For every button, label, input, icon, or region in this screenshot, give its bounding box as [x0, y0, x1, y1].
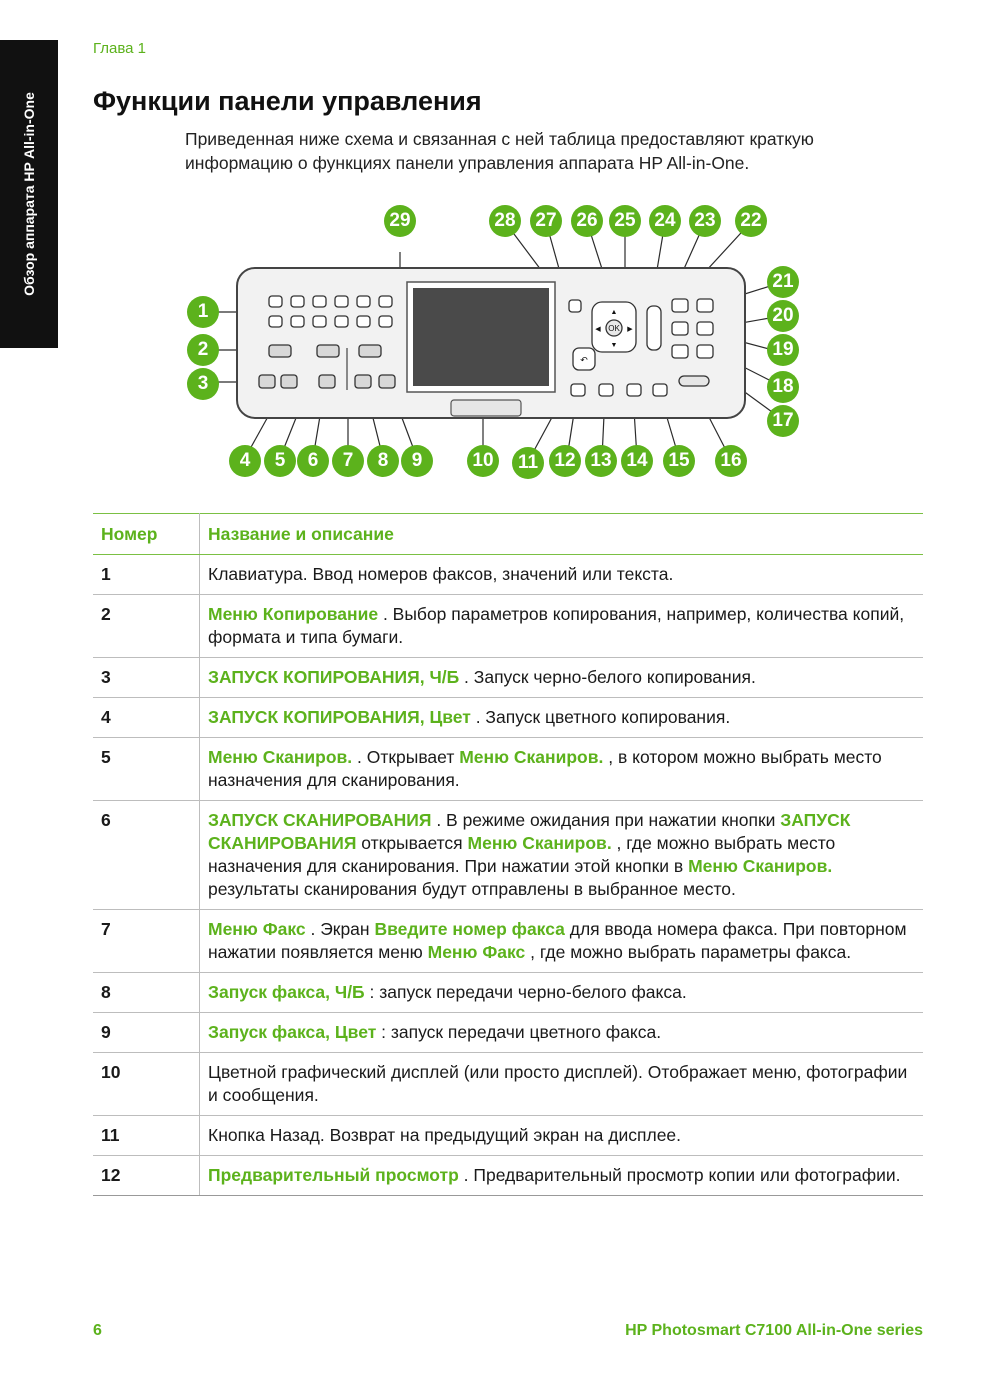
callout-6: 6	[307, 450, 319, 471]
row-number: 4	[93, 698, 200, 738]
highlighted-term: Меню Факс	[427, 942, 526, 962]
callout-28: 28	[494, 210, 516, 231]
description-text: : запуск передачи цветного факса.	[376, 1022, 662, 1042]
callout-10: 10	[472, 450, 494, 471]
highlighted-term: Введите номер факса	[374, 919, 565, 939]
callout-5: 5	[274, 450, 286, 471]
row-description	[200, 1013, 924, 1053]
svg-text:↶: ↶	[580, 355, 588, 365]
callout-11: 11	[517, 452, 539, 473]
description-text: . Запуск цветного копирования.	[470, 707, 731, 727]
callout-13: 13	[590, 450, 612, 471]
row-description	[200, 1156, 924, 1196]
row-description	[200, 658, 924, 698]
row-number: 10	[93, 1053, 200, 1116]
callout-12: 12	[554, 450, 576, 471]
svg-text:◀: ◀	[595, 326, 601, 333]
highlighted-term: ЗАПУСК КОПИРОВАНИЯ, Ч/Б	[208, 667, 460, 687]
description-text: . В режиме ожидания при нажатии кнопки	[431, 810, 781, 830]
description-text: . Открывает	[352, 747, 460, 767]
page-title: Функции панели управления	[93, 86, 482, 116]
svg-text:▲: ▲	[610, 309, 618, 316]
row-description	[200, 595, 924, 658]
intro-paragraph: Приведенная ниже схема и связанная с ней таблица предоставляют краткую информацию о функциях панели управления аппарата HP All-in-One.	[185, 129, 814, 173]
description-text: . Запуск черно-белого копирования.	[459, 667, 756, 687]
callout-26: 26	[576, 210, 598, 231]
column-header-description: Название и описание	[200, 514, 924, 555]
description-text: открывается	[356, 833, 468, 853]
svg-text:▶: ▶	[627, 326, 633, 333]
description-text: , в котором можно выбрать место назначения для сканирования.	[208, 747, 882, 790]
control-panel-illustration	[185, 200, 805, 490]
description-text: Цветной графический дисплей (или просто дисплей). Отображает меню, фотографии и сообщения.	[208, 1062, 908, 1105]
row-number: 5	[93, 738, 200, 801]
callout-2: 2	[197, 339, 209, 360]
row-number: 12	[93, 1156, 200, 1196]
table-row	[93, 1156, 923, 1196]
callout-21: 21	[772, 271, 794, 292]
description-text: результаты сканирования будут отправлены в выбранное место.	[208, 879, 736, 899]
callout-24: 24	[654, 210, 676, 231]
table-header-row	[93, 514, 923, 555]
highlighted-term: Запуск факса, Ч/Б	[208, 982, 365, 1002]
table-row	[93, 910, 923, 973]
callout-19: 19	[772, 339, 794, 360]
callout-1: 1	[197, 301, 209, 322]
highlighted-term: Меню Сканиров.	[459, 747, 604, 767]
highlighted-term: Меню Факс	[208, 919, 306, 939]
column-header-number: Номер	[93, 514, 200, 555]
side-section-tab	[0, 40, 58, 348]
callout-15: 15	[668, 450, 690, 471]
highlighted-term: ЗАПУСК СКАНИРОВАНИЯ	[208, 810, 432, 830]
callout-23: 23	[694, 210, 716, 231]
description-text: : запуск передачи черно-белого факса.	[364, 982, 687, 1002]
table-row	[93, 1013, 923, 1053]
display-screen	[407, 282, 555, 392]
table-row	[93, 738, 923, 801]
table-row	[93, 595, 923, 658]
highlighted-term: Меню Сканиров.	[208, 747, 353, 767]
row-description	[200, 801, 924, 910]
row-description	[200, 1053, 924, 1116]
table-row	[93, 1053, 923, 1116]
callout-18: 18	[772, 376, 794, 397]
row-description	[200, 1116, 924, 1156]
footer-product-name: HP Photosmart C7100 All-in-One series	[625, 1322, 923, 1339]
description-text: , где можно выбрать место назначения для сканирования. При нажатии этой кнопки в	[208, 833, 836, 876]
description-text: , где можно выбрать параметры факса.	[525, 942, 852, 962]
table-row	[93, 555, 923, 595]
row-description	[200, 738, 924, 801]
description-text: для ввода номера факса. При повторном нажатии появляется меню	[208, 919, 907, 962]
table-row	[93, 801, 923, 910]
description-text: Кнопка Назад. Возврат на предыдущий экран на дисплее.	[208, 1125, 682, 1145]
description-text: Клавиатура. Ввод номеров факсов, значений или текста.	[208, 564, 674, 584]
function-table	[93, 513, 923, 1196]
callout-22: 22	[740, 210, 762, 231]
ok-label: OK	[608, 324, 620, 333]
highlighted-term: Запуск факса, Цвет	[208, 1022, 377, 1042]
row-number: 8	[93, 973, 200, 1013]
highlighted-term: ЗАПУСК КОПИРОВАНИЯ, Цвет	[208, 707, 471, 727]
row-number: 1	[93, 555, 200, 595]
highlighted-term: Меню Сканиров.	[467, 833, 612, 853]
callout-7: 7	[342, 450, 354, 471]
table-body	[93, 555, 923, 1196]
row-number: 11	[93, 1116, 200, 1156]
callout-17: 17	[772, 410, 794, 431]
callout-25: 25	[614, 210, 636, 231]
callout-3: 3	[197, 373, 209, 394]
row-number: 7	[93, 910, 200, 973]
callout-20: 20	[772, 305, 794, 326]
highlighted-term: Меню Сканиров.	[688, 856, 833, 876]
description-text: . Предварительный просмотр копии или фотографии.	[458, 1165, 901, 1185]
callout-9: 9	[411, 450, 423, 471]
callout-27: 27	[535, 210, 557, 231]
table-row	[93, 698, 923, 738]
side-section-label: Обзор аппарата HP All-in-One	[21, 92, 37, 296]
row-number: 2	[93, 595, 200, 658]
callout-4: 4	[239, 450, 251, 471]
callout-14: 14	[626, 450, 648, 471]
table-row	[93, 1116, 923, 1156]
svg-text:▼: ▼	[610, 342, 618, 349]
chapter-label: Глава 1	[93, 40, 147, 57]
row-number: 6	[93, 801, 200, 910]
row-description	[200, 973, 924, 1013]
callout-29: 29	[389, 210, 411, 231]
row-number: 9	[93, 1013, 200, 1053]
row-description	[200, 910, 924, 973]
control-panel-diagram	[185, 200, 805, 490]
highlighted-term: Меню Копирование	[208, 604, 379, 624]
row-description	[200, 555, 924, 595]
callout-16: 16	[720, 450, 742, 471]
table-row	[93, 658, 923, 698]
row-description	[200, 698, 924, 738]
highlighted-term: Предварительный просмотр	[208, 1165, 459, 1185]
description-text: . Выбор параметров копирования, например, количества копий, формата и типа бумаги.	[208, 604, 905, 647]
callout-8: 8	[377, 450, 389, 471]
table-row	[93, 973, 923, 1013]
page-number: 6	[93, 1322, 102, 1339]
row-number: 3	[93, 658, 200, 698]
description-text: . Экран	[305, 919, 375, 939]
highlighted-term: ЗАПУСК СКАНИРОВАНИЯ	[208, 810, 851, 853]
